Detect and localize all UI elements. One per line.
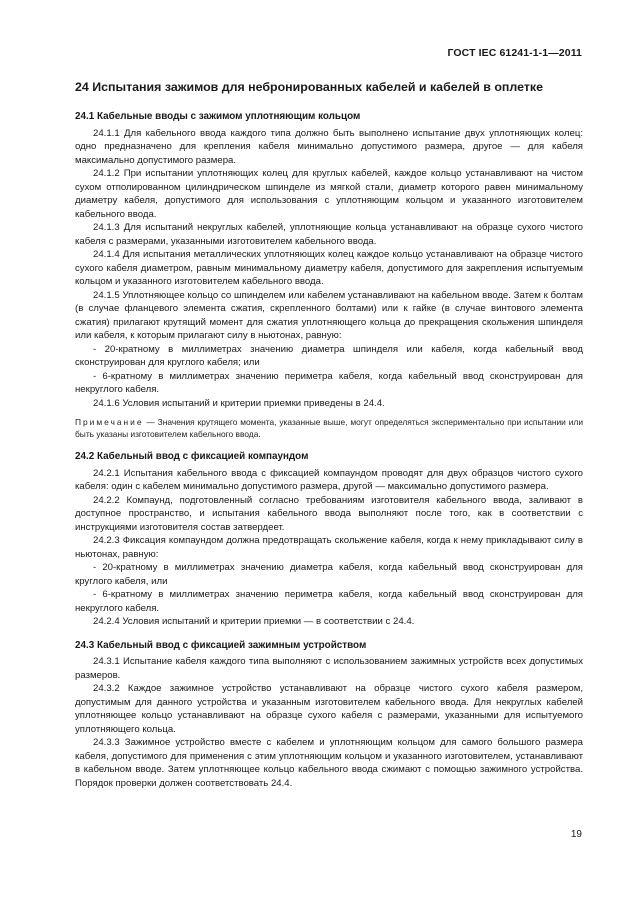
- page-number: 19: [570, 829, 582, 840]
- paragraph-24-2-3: 24.2.3 Фиксация компаундом должна предотвращать скольжение кабеля, когда к нему прикладывают силу в ньютонах, равную:: [75, 535, 583, 560]
- document-body: [75, 79, 583, 790]
- paragraph-24-2-2: 24.2.2 Компаунд, подготовленный согласно требованиям изготовителя кабельного ввода, заливают в доступное пространство, и испытания кабельного ввода выполняют после того, как в соответствии с инструкциями изготовителя состав затвердеет.: [75, 494, 583, 533]
- subsection-title-24-3: 24.3 Кабельный ввод с фиксацией зажимным устройством: [75, 639, 367, 651]
- paragraph-24-1-6: 24.1.6 Условия испытаний и критерии приемки приведены в 24.4.: [93, 397, 385, 409]
- paragraph-24-2-1: 24.2.1 Испытания кабельного ввода с фиксацией компаундом проводят для двух образцов чистого сухого кабеля: один с кабелем минимально допустимого размера, другой — максимально допустимого размера.: [75, 467, 583, 492]
- list-item: - 6-кратному в миллиметрах значению периметра кабеля, когда кабельный ввод сконструирован для некруглого кабеля.: [75, 589, 583, 614]
- note-text: — Значения крутящего момента, указанные выше, могут определяться экспериментально при испытании или быть указаны изготовителем кабельного ввода.: [75, 417, 583, 439]
- note-lead: Примечание: [75, 417, 144, 427]
- list-item: - 20-кратному в миллиметрах значению диаметра кабеля, когда кабельный ввод сконструирован для круглого кабеля, или: [75, 562, 583, 587]
- list-item: - 20-кратному в миллиметрах значению диаметра шпинделя или кабеля, когда кабельный ввод сконструирован для круглого кабеля; или: [75, 343, 583, 368]
- paragraph-24-3-1: 24.3.1 Испытание кабеля каждого типа выполняют с использованием зажимных устройств всех допустимых размеров.: [75, 656, 583, 681]
- list-item: - 6-кратному в миллиметрах значению периметра кабеля, когда кабельный ввод сконструирован для некруглого кабеля.: [75, 370, 583, 395]
- subsection-title-24-2: 24.2 Кабельный ввод с фиксацией компаундом: [75, 451, 309, 462]
- paragraph-24-3-3: 24.3.3 Зажимное устройство вместе с кабелем и уплотняющим кольцом для самого большого размера кабеля, допустимого для применения с этим уплотняющим кольцом и указанного изготовителем, устанавливают в кабельном вводе. Затем уплотняющее кольцо кабельного ввода сжимают с помощью зажимного устройства. Порядок проверки должен соответствовать 24.4.: [75, 737, 583, 789]
- standard-header: ГОСТ IEC 61241-1-1—2011: [447, 47, 582, 59]
- subsection-title-24-1: 24.1 Кабельные вводы с зажимом уплотняющим кольцом: [75, 111, 361, 122]
- paragraph-24-1-2: 24.1.2 При испытании уплотняющих колец для круглых кабелей, каждое кольцо устанавливают на чистом сухом отполированном цилиндрическом шпинделе из мягкой стали, диаметр которого равен минимальному диаметру кабеля, допустимого для использования с уплотняющим кольцом и указанного изготовителем кабельного ввода.: [75, 168, 583, 220]
- note: [75, 416, 583, 440]
- paragraph-24-3-2: 24.3.2 Каждое зажимное устройство устанавливают на образце чистого сухого кабеля размером, допустимым для данного устройства и указанным изготовителем кабельного ввода. Для некруглых кабелей уплотняющее кольцо устанавливают на образце сухого кабеля с размерами, указанными для испытуемого уплотняющего кольца.: [75, 683, 583, 735]
- paragraph-24-1-5: 24.1.5 Уплотняющее кольцо со шпинделем или кабелем устанавливают на кабельном вводе. Затем к болтам (в случае фланцевого элемента сжатия, скрепленного болтами) или к гайке (в случае винтового элемента сжатия) прилагают крутящий момент для сжатия уплотняющего кольца до прекращения скольжения шпинделя или кабеля, к которым прилагают силу в ньютонах, равную:: [75, 289, 583, 341]
- paragraph-24-1-4: 24.1.4 Для испытания металлических уплотняющих колец каждое кольцо устанавливают на образце чистого сухого кабеля диаметром, равным минимальному диаметру кабеля, допустимого для закрепления испытуемым кольцом и указанного изготовителем кабельного ввода.: [75, 249, 583, 287]
- paragraph-24-2-4: 24.2.4 Условия испытаний и критерии приемки — в соответствии с 24.4.: [93, 616, 415, 627]
- section-title: 24 Испытания зажимов для небронированных кабелей и кабелей в оплетке: [75, 80, 543, 94]
- paragraph-24-1-1: 24.1.1 Для кабельного ввода каждого типа должно быть выполнено испытание двух уплотняющих колец: одно предназначено для крепления кабеля минимально допустимого размера, другое — для кабеля максимально допустимого размера.: [75, 127, 583, 166]
- paragraph-24-1-3: 24.1.3 Для испытаний некруглых кабелей, уплотняющие кольца устанавливают на образце сухого чистого кабеля с размерами, указанными изготовителем кабельного ввода.: [75, 222, 583, 247]
